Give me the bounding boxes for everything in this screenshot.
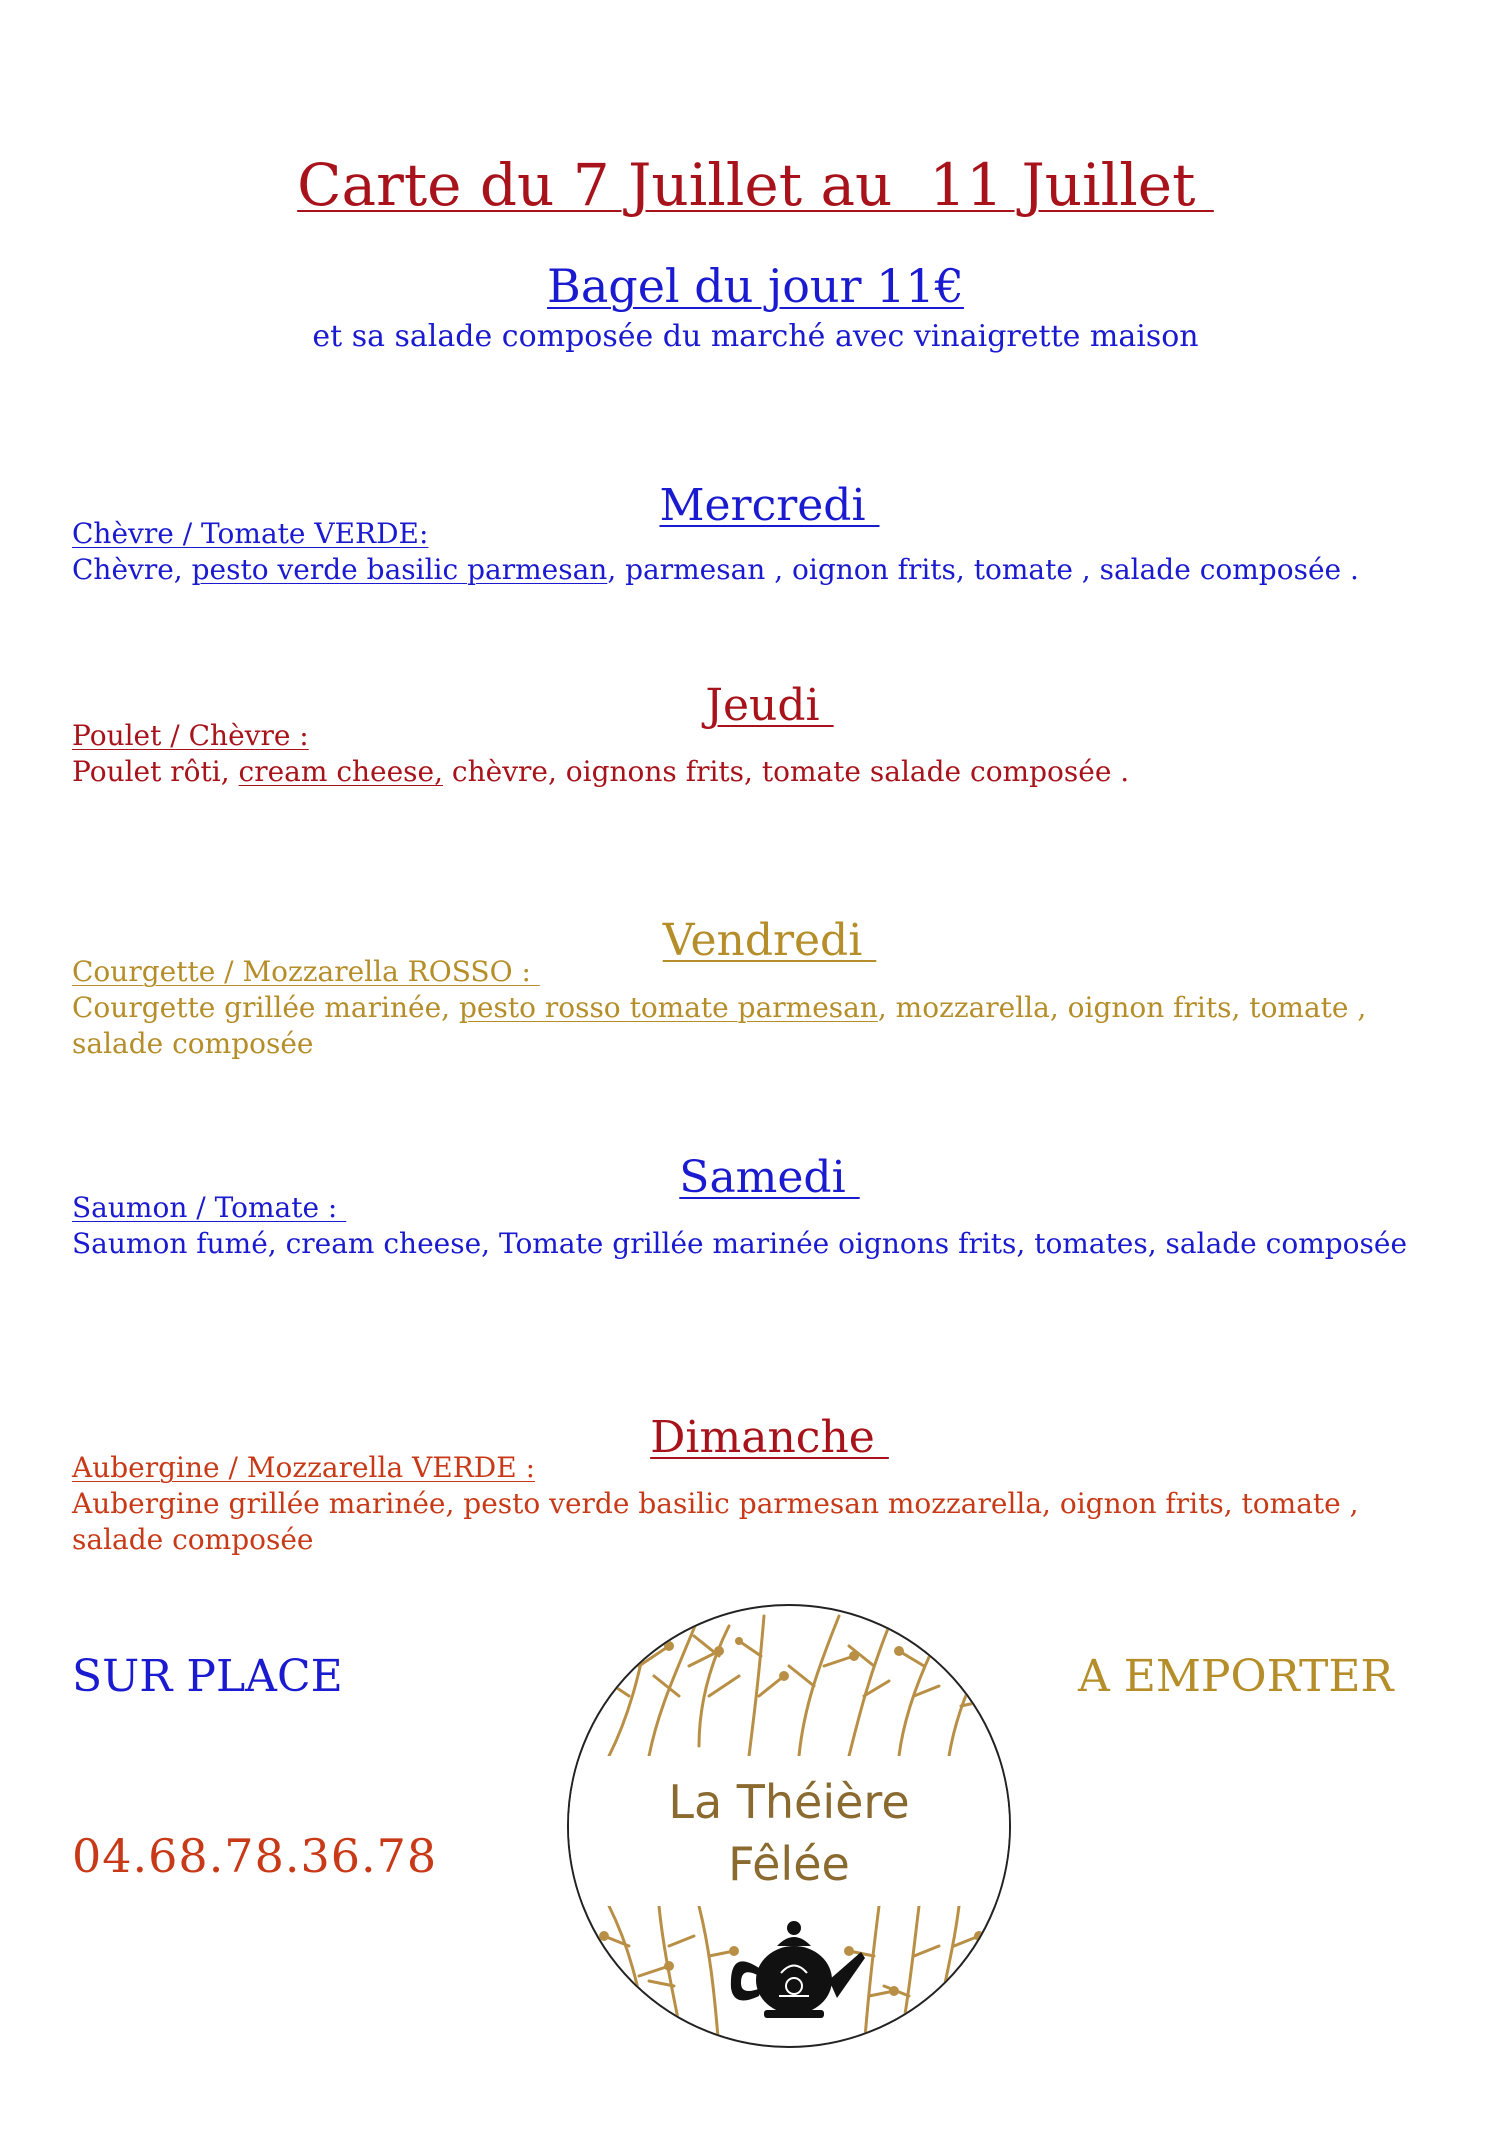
day-label: Mercredi xyxy=(659,480,880,531)
day-label: Dimanche xyxy=(650,1412,889,1463)
teapot-icon xyxy=(719,1918,869,2028)
bagel-title: Bagel du jour 11€ xyxy=(547,259,964,313)
day-label: Samedi xyxy=(679,1152,860,1203)
day-heading-vendredi xyxy=(0,860,1511,968)
day-label: Vendredi xyxy=(662,915,877,966)
menu-item-dimanche xyxy=(72,1450,1452,1558)
sur-place-label: SUR PLACE xyxy=(72,1651,343,1702)
item-description: Aubergine grillée marinée, pesto verde basilic parmesan mozzarella, oignon frits, tomate , xyxy=(72,1487,1359,1520)
logo-line-1: La Théière xyxy=(668,1775,910,1829)
menu-title: Carte du 7 Juillet au 11 Juillet xyxy=(297,151,1214,219)
logo-line-2: Fêlée xyxy=(728,1837,850,1891)
day-heading-samedi xyxy=(0,1097,1511,1205)
day-heading-jeudi xyxy=(0,625,1511,733)
a-emporter-label: A EMPORTER xyxy=(1078,1651,1394,1702)
item-name: Aubergine / Mozzarella VERDE : xyxy=(72,1451,535,1484)
item-name: Saumon / Tomate : xyxy=(72,1191,347,1224)
item-name: Courgette / Mozzarella ROSSO : xyxy=(72,955,540,988)
menu-item-mercredi xyxy=(72,516,1452,588)
day-label: Jeudi xyxy=(705,680,834,731)
menu-item-vendredi xyxy=(72,954,1452,1062)
item-description: Courgette grillée marinée, pesto rosso tomate parmesan, mozzarella, oignon frits, tomate , xyxy=(72,991,1367,1024)
bagel-subtitle: et sa salade composée du marché avec vinaigrette maison xyxy=(312,319,1199,354)
item-name: Poulet / Chèvre : xyxy=(72,719,309,752)
item-description: Chèvre, pesto verde basilic parmesan, parmesan , oignon frits, tomate , salade composée . xyxy=(72,553,1359,586)
menu-item-jeudi xyxy=(72,718,1452,790)
item-description-cont: salade composée xyxy=(72,1027,314,1060)
item-description: Poulet rôti, cream cheese, chèvre, oignons frits, tomate salade composée . xyxy=(72,755,1130,788)
item-description-cont: salade composée xyxy=(72,1523,314,1556)
phone-number: 04.68.78.36.78 xyxy=(72,1829,438,1883)
day-heading-dimanche xyxy=(0,1357,1511,1465)
menu-item-samedi xyxy=(72,1190,1452,1262)
item-description: Saumon fumé, cream cheese, Tomate grillée marinée oignons frits, tomates, salade composée xyxy=(72,1227,1408,1260)
shop-logo xyxy=(567,1604,1011,2048)
item-name: Chèvre / Tomate VERDE: xyxy=(72,517,429,550)
